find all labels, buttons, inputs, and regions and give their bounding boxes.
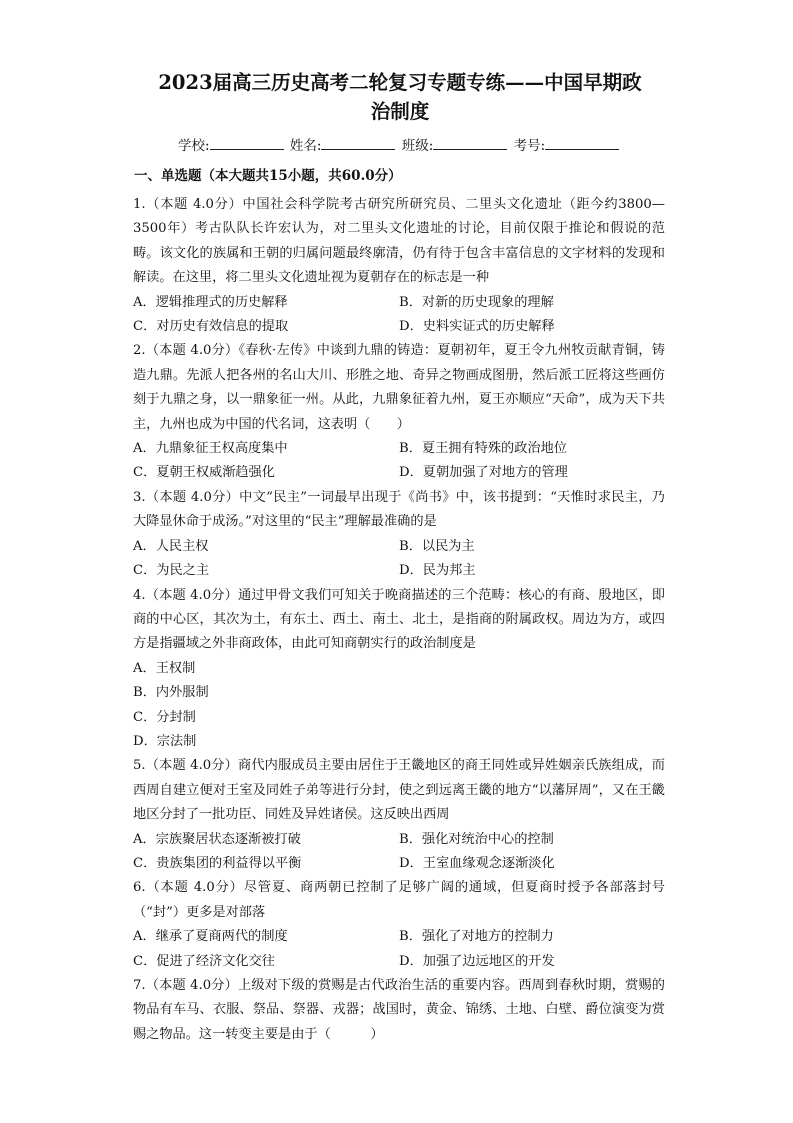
option-a: A．逻辑推理式的历史解释 xyxy=(133,294,288,310)
exam-no-label: 考号: xyxy=(513,138,546,154)
option-c: C．贵族集团的利益得以平衡 xyxy=(133,855,302,871)
student-info-line xyxy=(178,134,621,154)
option-d: D．王室血缘观念逐渐淡化 xyxy=(399,855,555,871)
option-d: D．夏朝加强了对地方的管理 xyxy=(399,465,568,481)
option-b: B．内外服制 xyxy=(133,685,209,701)
section-header: 一、单选题（本大题共15小题，共60.0分） xyxy=(134,168,402,184)
question-6 xyxy=(133,876,665,974)
option-b: B．强化了对地方的控制力 xyxy=(399,929,554,945)
question-stem: 1.（本题 4.0分）中国社会科学院考古研究所研究员、二里头文化遗址（距今约3800—3500年）考古队队长许宏认为，对二里头文化遗址的讨论，目前仅限于推论和假说的范畴。该文化的族属和王朝的归属问题最终廓清，仍有待于包含丰富信息的文字材料的发现和解读。在这里，将二里头文化遗址视为夏朝存在的标志是一种 xyxy=(133,197,665,286)
question-stem: 6.（本题 4.0分）尽管夏、商两朝已控制了足够广阔的通域，但夏商时授予各部落封号（“封”）更多是对部落 xyxy=(133,880,665,920)
question-stem: 7.（本题 4.0分）上级对下级的赏赐是古代政治生活的重要内容。西周到春秋时期，赏赐的物品有车马、衣服、祭品、祭器、戎器；战国时，黄金、锦绣、土地、白壁、爵位演变为赏赐之物品。这一转变主要是由于（ ） xyxy=(133,978,665,1042)
option-c: C．为民之主 xyxy=(133,563,210,579)
page-title: 2023届高三历史高考二轮复习专题专练——中国早期政治制度 xyxy=(158,71,642,123)
question-stem: 5.（本题 4.0分）商代内服成员主要由居住于王畿地区的商王同姓或异姓姻亲氏族组成，而西周自建立便对王室及同姓子弟等进行分封，使之到远离王畿的地方“以藩屏周”，又在王畿地区分封了一批功臣、同姓及异姓诸侯。这反映出西周 xyxy=(133,758,665,823)
option-c: C．夏朝王权威渐趋强化 xyxy=(133,465,275,481)
name-label: 姓名: xyxy=(289,138,322,154)
option-a: A．继承了夏商两代的制度 xyxy=(133,929,288,945)
name-blank[interactable] xyxy=(321,137,395,150)
option-d: D．史料实证式的历史解释 xyxy=(399,319,555,335)
option-c: C．对历史有效信息的提取 xyxy=(133,319,289,335)
questions-list xyxy=(133,193,665,1047)
question-stem: 3.（本题 4.0分）中文“民主”一词最早出现于《尚书》中，该书提到：“天惟时求民主，乃大降显休命于成汤。”对这里的“民主”理解最准确的是 xyxy=(133,489,665,530)
question-1 xyxy=(133,193,665,339)
option-a: A．九鼎象征王权高度集中 xyxy=(133,441,288,457)
question-stem: 2.（本题 4.0分）《春秋·左传》中谈到九鼎的铸造：夏朝初年，夏王令九州牧贡献青铜，铸造九鼎。先派人把各州的名山大川、形胜之地、奇异之物画成图册，然后派工匠将这些画仿刻于九鼎之身，以一鼎象征一州。从此，九鼎象征着九州，夏王亦顺应“天命”，成为天下共主，九州也成为中国的代名词，这表明（ ） xyxy=(133,343,665,432)
exam-no-blank[interactable] xyxy=(545,137,619,150)
class-blank[interactable] xyxy=(433,137,507,150)
option-a: A．宗族聚居状态逐渐被打破 xyxy=(133,831,301,847)
school-blank[interactable] xyxy=(210,137,284,150)
option-b: B．以民为主 xyxy=(399,538,475,554)
question-2 xyxy=(133,339,665,485)
option-b: B．夏王拥有特殊的政治地位 xyxy=(399,441,567,457)
option-a: A．人民主权 xyxy=(133,538,209,554)
option-a: A．王权制 xyxy=(133,660,196,676)
question-5 xyxy=(133,754,665,876)
option-d: D．宗法制 xyxy=(133,733,197,749)
question-stem: 4.（本题 4.0分）通过甲骨文我们可知关于晚商描述的三个范畴：核心的有商、殷地区，即商的中心区，其次为土，有东土、西土、南土、北土，是指商的附属政权。周边为方，或四方是指疆域之外非商政体，由此可知商朝实行的政治制度是 xyxy=(133,587,665,652)
option-b: B．强化对统治中心的控制 xyxy=(399,831,554,847)
option-c: C．分封制 xyxy=(133,709,196,725)
option-b: B．对新的历史现象的理解 xyxy=(399,294,554,310)
school-label: 学校: xyxy=(178,138,210,154)
question-3 xyxy=(133,486,665,584)
option-c: C．促进了经济文化交往 xyxy=(133,953,275,969)
question-7 xyxy=(133,974,665,1047)
class-label: 班级: xyxy=(401,138,434,154)
option-d: D．加强了边远地区的开发 xyxy=(399,953,555,969)
question-4 xyxy=(133,584,665,755)
option-d: D．民为邦主 xyxy=(399,563,476,579)
